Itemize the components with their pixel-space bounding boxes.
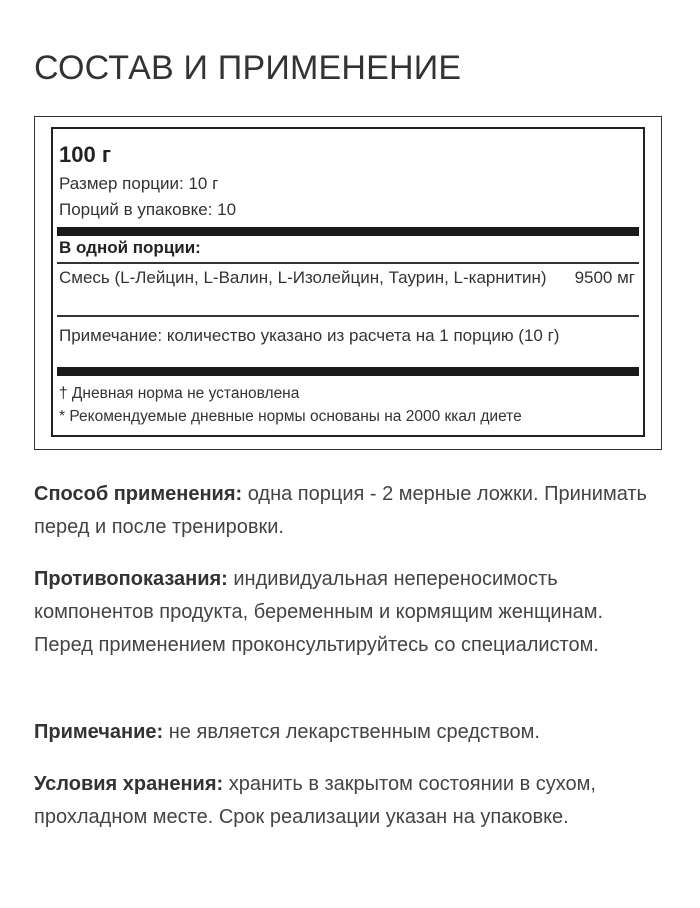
per-serving-header: В одной порции: <box>59 238 201 257</box>
facts-note: Примечание: количество указано из расчета на 1 порцию (10 г) <box>59 326 560 345</box>
servings-per-package: Порций в упаковке: 10 <box>59 200 237 219</box>
thick-divider-bottom <box>57 367 639 376</box>
page-title: СОСТАВ И ПРИМЕНЕНИЕ <box>34 49 462 87</box>
ingredient-amount: 9500 мг <box>574 268 635 287</box>
note-label: Примечание: <box>34 721 164 743</box>
divider <box>57 315 639 317</box>
usage-text: одна порция - 2 мерные ложки. Принимать перед и после тренировки. <box>34 483 647 538</box>
note-text: не является лекарственным средством. <box>163 721 540 743</box>
storage-paragraph <box>34 768 654 834</box>
usage-label: Способ применения: <box>34 483 243 505</box>
footnote-calorie-diet: * Рекомендуемые дневные нормы основаны на 2000 ккал диете <box>59 408 522 425</box>
ingredient-name: Смесь (L-Лейцин, L-Валин, L-Изолейцин, Таурин, L-карнитин) <box>59 268 547 287</box>
usage-paragraph <box>34 478 654 544</box>
divider <box>57 262 639 264</box>
contraindications-label: Противопоказания: <box>34 568 228 590</box>
storage-text: хранить в закрытом состоянии в сухом, прохладном месте. Срок реализации указан на упаковке. <box>34 773 596 828</box>
contraindications-text: индивидуальная непереносимость компонентов продукта, беременным и кормящим женщинам. Перед применением проконсультируйтесь со специалистом. <box>34 568 604 656</box>
footnote-daily-value: † Дневная норма не установлена <box>59 385 300 402</box>
serving-size: Размер порции: 10 г <box>59 174 219 193</box>
supplement-facts-panel <box>34 116 662 450</box>
note-paragraph <box>34 716 654 749</box>
supplement-facts-table <box>51 127 645 437</box>
contraindications-paragraph <box>34 563 654 662</box>
package-weight: 100 г <box>59 142 111 167</box>
thick-divider-top <box>57 227 639 236</box>
storage-label: Условия хранения: <box>34 773 224 795</box>
